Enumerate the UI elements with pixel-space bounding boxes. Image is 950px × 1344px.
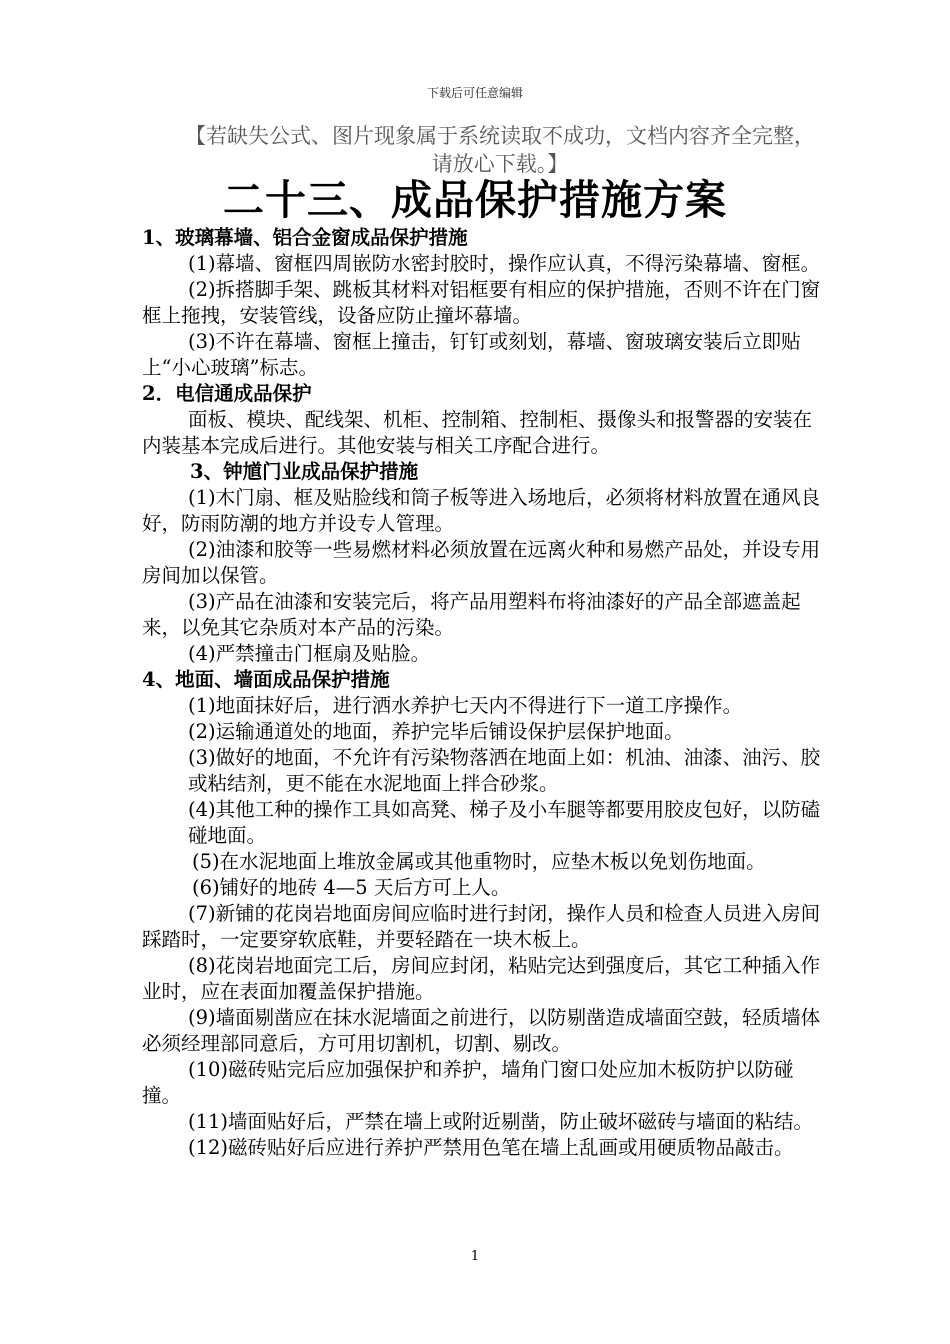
- paragraph: (6)铺好的地砖 4—5 天后方可上人。: [192, 876, 511, 899]
- paragraph: (1)幕墙、窗框四周嵌防水密封胶时，操作应认真，不得污染幕墙、窗框。: [188, 252, 821, 275]
- download-notice: 【若缺失公式、图片现象属于系统读取不成功，文档内容齐全完整，请放心下载。】: [185, 124, 815, 176]
- section-heading: 2．电信通成品保护: [142, 382, 312, 405]
- document-body: [142, 225, 830, 1161]
- paragraph: (10)磁砖贴完后应加强保护和养护，墙角门窗口处应加木板防护以防碰撞。: [142, 1058, 794, 1107]
- section-heading: 3、钟馗门业成品保护措施: [190, 460, 419, 483]
- paragraph: (7)新铺的花岗岩地面房间应临时进行封闭，操作人员和检查人员进入房间踩踏时，一定要穿软底鞋，并要轻踏在一块木板上。: [142, 902, 821, 951]
- paragraph: (4)严禁撞击门框扇及贴脸。: [188, 642, 431, 665]
- paragraph: 面板、模块、配线架、机柜、控制箱、控制柜、摄像头和报警器的安装在内装基本完成后进行。其他安装与相关工序配合进行。: [142, 408, 813, 457]
- paragraph: (9)墙面剔凿应在抹水泥墙面之前进行，以防剔凿造成墙面空鼓，轻质墙体必须经理部同意后，方可用切割机，切割、剔改。: [142, 1006, 821, 1055]
- paragraph: (4)其他工种的操作工具如高凳、梯子及小车腿等都要用胶皮包好，以防磕碰地面。: [188, 798, 821, 847]
- paragraph: (3)做好的地面，不允许有污染物落洒在地面上如：机油、油漆、油污、胶或粘结剂，更不能在水泥地面上拌合砂浆。: [188, 746, 821, 795]
- page-number: 1: [470, 1249, 480, 1264]
- document-title: 二十三、成品保护措施方案: [223, 176, 727, 224]
- header-note: 下载后可任意编辑: [426, 86, 523, 100]
- section-heading: 1、玻璃幕墙、铝合金窗成品保护措施: [142, 226, 468, 249]
- paragraph: (5)在水泥地面上堆放金属或其他重物时，应垫木板以免划伤地面。: [192, 850, 766, 873]
- paragraph: (2)拆搭脚手架、跳板其材料对铝框要有相应的保护措施，否则不许在门窗框上拖拽，安装管线，设备应防止撞坏幕墙。: [142, 278, 821, 327]
- paragraph: (1)地面抹好后，进行洒水养护七天内不得进行下一道工序操作。: [188, 694, 743, 717]
- paragraph: (2)运输通道处的地面，养护完毕后铺设保护层保护地面。: [188, 720, 684, 743]
- section-heading: 4、地面、墙面成品保护措施: [142, 668, 390, 691]
- paragraph: (12)磁砖贴好后应进行养护严禁用色笔在墙上乱画或用硬质物品敲击。: [188, 1136, 794, 1159]
- paragraph: (2)油漆和胶等一些易燃材料必须放置在远离火种和易燃产品处，并设专用房间加以保管。: [142, 538, 821, 587]
- paragraph: (8)花岗岩地面完工后，房间应封闭，粘贴完达到强度后，其它工种插入作业时，应在表面加覆盖保护措施。: [142, 954, 821, 1003]
- paragraph: (3)产品在油漆和安装完后，将产品用塑料布将油漆好的产品全部遮盖起来，以免其它杂质对本产品的污染。: [142, 590, 801, 639]
- paragraph: (11)墙面贴好后，严禁在墙上或附近剔凿，防止破坏磁砖与墙面的粘结。: [188, 1110, 814, 1133]
- paragraph: (3)不许在幕墙、窗框上撞击，钉钉或刻划，幕墙、窗玻璃安装后立即贴上“小心玻璃”标志。: [142, 330, 801, 379]
- paragraph: (1)木门扇、框及贴脸线和筒子板等进入场地后，必须将材料放置在通风良好，防雨防潮的地方并设专人管理。: [142, 486, 821, 535]
